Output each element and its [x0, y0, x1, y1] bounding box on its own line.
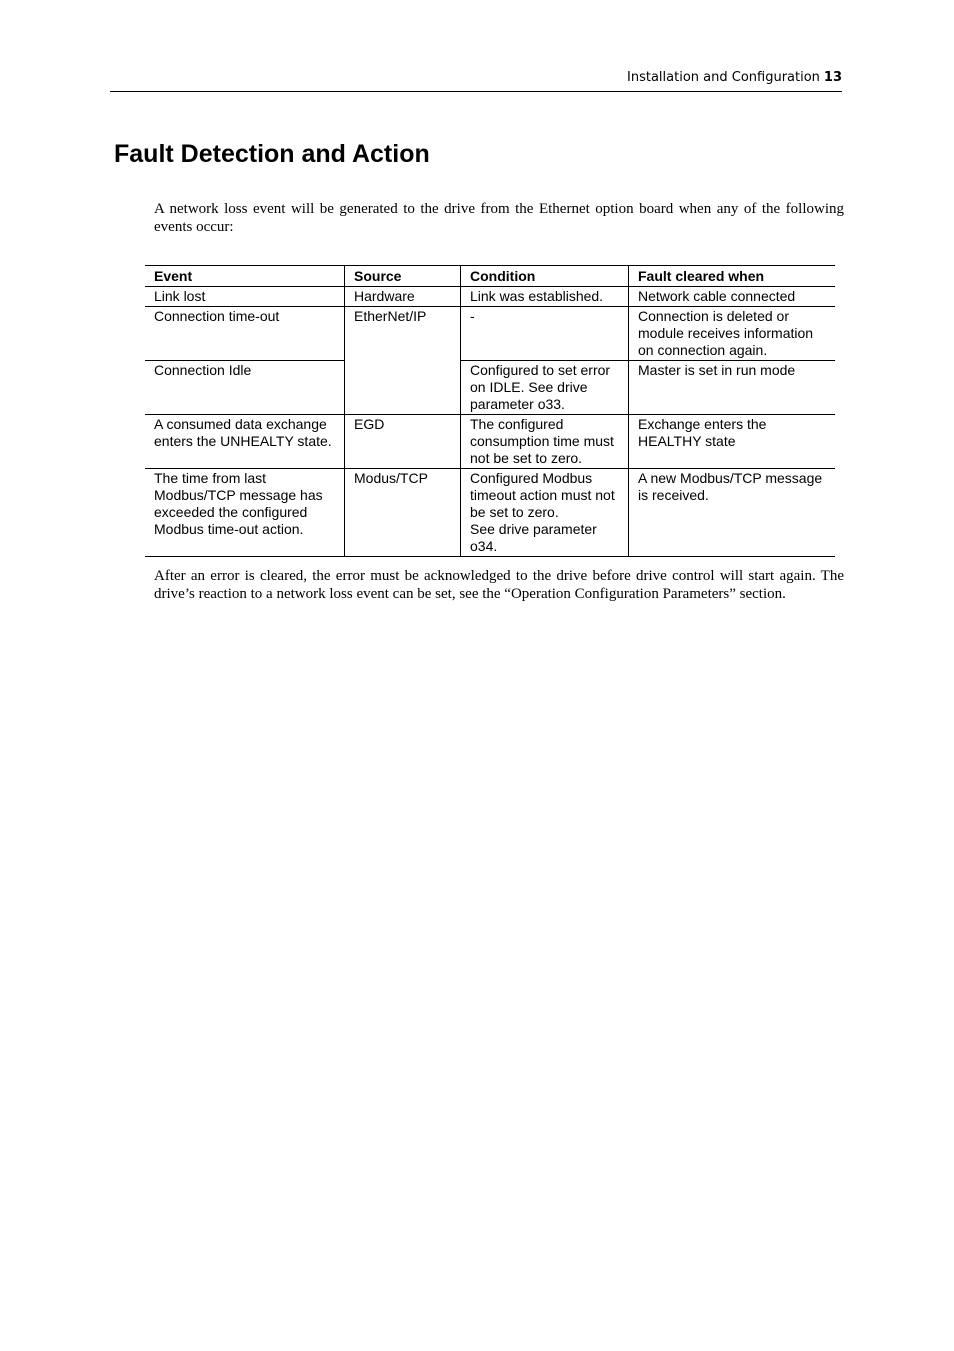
outro-paragraph: After an error is cleared, the error must be acknowledged to the drive before drive control will start again. The drive’s reaction to a network loss event can be set, see the “Operation Configuration Parameters” section.: [154, 568, 844, 602]
cell-condition: Configured to set error on IDLE. See drive parameter o33.: [461, 361, 629, 415]
cell-event: Connection time-out: [145, 307, 345, 361]
cell-source: Modus/TCP: [345, 469, 461, 557]
page-number: 13: [823, 70, 842, 85]
cell-source: Hardware: [345, 287, 461, 307]
cell-cleared: Network cable connected: [629, 287, 836, 307]
table-row: [145, 307, 835, 361]
page-title: Fault Detection and Action: [114, 140, 430, 168]
header-fault-cleared: Fault cleared when: [629, 266, 836, 287]
header-condition: Condition: [461, 266, 629, 287]
cell-cleared: Exchange enters the HEALTHY state: [629, 415, 836, 469]
page-header: [110, 70, 842, 92]
cell-event: Link lost: [145, 287, 345, 307]
cell-cleared: A new Modbus/TCP message is received.: [629, 469, 836, 557]
table-header-row: [145, 266, 835, 287]
cell-source: EtherNet/IP: [345, 307, 461, 415]
table-row: [145, 361, 835, 415]
cell-condition: -: [461, 307, 629, 361]
cell-event: The time from last Modbus/TCP message has exceeded the configured Modbus time-out action.: [145, 469, 345, 557]
header-section-title: Installation and Configuration: [627, 70, 820, 85]
cell-source: EGD: [345, 415, 461, 469]
table-row: [145, 415, 835, 469]
condition-note: See drive parameter o34.: [470, 521, 597, 554]
cell-event: Connection Idle: [145, 361, 345, 415]
cell-event: A consumed data exchange enters the UNHEALTY state.: [145, 415, 345, 469]
header-event: Event: [145, 266, 345, 287]
fault-table: [145, 265, 835, 557]
table-row: [145, 469, 835, 557]
condition-text: Configured Modbus timeout action must not be set to zero.: [470, 470, 615, 520]
cell-cleared: Master is set in run mode: [629, 361, 836, 415]
table-row: [145, 287, 835, 307]
cell-condition: [461, 469, 629, 557]
header-source: Source: [345, 266, 461, 287]
intro-paragraph: A network loss event will be generated to the drive from the Ethernet option board when any of the following events occur:: [154, 201, 844, 235]
cell-condition: Link was established.: [461, 287, 629, 307]
cell-condition: The configured consumption time must not be set to zero.: [461, 415, 629, 469]
cell-cleared: Connection is deleted or module receives information on connection again.: [629, 307, 836, 361]
